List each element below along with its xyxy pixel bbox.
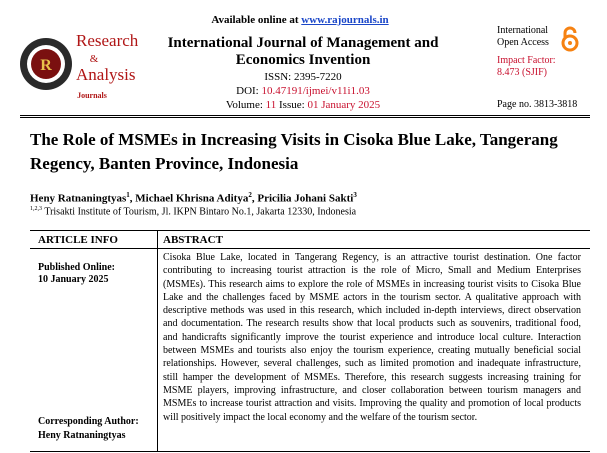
volume-issue [130,99,476,111]
journal-name: International Journal of Management and Economics Invention [167,35,439,68]
header-divider-2 [20,117,590,118]
published-label: Published Online: [38,262,115,273]
author-name: Pricilia Johani Sakti [257,192,354,205]
abstract-text: Cisoka Blue Lake, located in Tangerang Regency, is an attractive tourist destination. One factor contributing to increasing tourist attraction is the role of Micro, Small and Medium Enterprises (MSMEs). This research aims to explore the role of MSMEs in increasing tourist visits to Cisoka Blue Lake and the challenges faced by MSME actors in the tourism sector. A qualitative approach with descriptive methods was used in this research, which included in-depth interviews, direct observation and documentation. The research results show that local products such as souvenirs, traditional food, and handicrafts significantly improve the tourist experience and introduce local culture. Interaction between MSMEs and tourists also enjoy the tourism experience, creating mutually beneficial social relationships. However, several challenges, such as limited promotion and inadequate infrastructure, still hamper the development of MSMEs. Therefore, this research suggests increasing training for MSME players, improving infrastructure, and closer collaboration between tourism managers and MSMEs to increase tourist attraction and visits. Improving the quality and promotion of local products will positively impact the local economy and the welfare of the tourism sector. [163,252,581,423]
impact-factor [497,55,597,79]
impact-factor-value: 8.473 (SJIF) [497,67,548,78]
journal-url-link[interactable]: www.rajournals.in [301,14,389,26]
available-online [130,14,470,26]
author-sup: 1 [126,191,130,199]
author-name: Heny Ratnaningtyas [30,192,127,205]
article-info-heading: ARTICLE INFO [38,234,118,246]
affiliation-text: Trisakti Institute of Tourism, Jl. IKPN Bintaro No.1, Jakarta 12330, Indonesia [42,206,357,218]
corresponding-author-name: Heny Ratnaningtyas [38,430,126,441]
page-numbers: Page no. 3813-3818 [497,99,578,110]
svg-text:R: R [40,57,52,74]
header-divider [20,115,590,116]
journal-header [0,0,607,120]
abstract-heading: ABSTRACT [163,234,223,246]
issue-label: Issue: [276,99,308,111]
doi-link[interactable]: 10.47191/ijmei/v11i1.03 [261,85,370,97]
table-column-divider [157,230,158,451]
logo-line2: & [89,53,99,65]
open-access-label: International Open Access [497,25,549,48]
corresponding-author-label: Corresponding Author: [38,416,139,427]
issue-value: 01 January 2025 [307,99,381,111]
journal-logo [20,18,139,110]
logo-line1: Research [76,31,139,50]
volume-value: 11 [265,99,277,111]
affiliation [30,206,590,217]
volume-label: Volume: [225,99,266,111]
issn: ISSN: 2395-7220 [264,71,342,83]
impact-factor-label: Impact Factor: [497,55,556,66]
affiliation-sup: 1,2,3 [30,206,42,212]
paper-title: The Role of MSMEs in Increasing Visits in Cisoka Blue Lake, Tangerang Regency, Banten Province, Indonesia [30,130,558,173]
logo-line3: Analysis [76,65,136,84]
author-name: Michael Khrisna Aditya [135,192,249,205]
logo-line4: Journals [77,91,107,100]
author-list: Heny Ratnaningtyas$^1$, Michael Khrisna Aditya$^2$, Pricilia Johani Sakti$^3$ [30,191,357,205]
table-bottom-rule [30,451,590,452]
published-date: 10 January 2025 [38,274,109,285]
open-access-icon [560,26,580,52]
available-prefix: Available online at [211,14,302,26]
table-top-rule [30,230,590,231]
author-sup: 3 [353,191,357,199]
doi-line [130,85,476,97]
table-header-rule [30,248,590,249]
author-sup: 2 [248,191,252,199]
doi-label: DOI: [236,85,262,97]
